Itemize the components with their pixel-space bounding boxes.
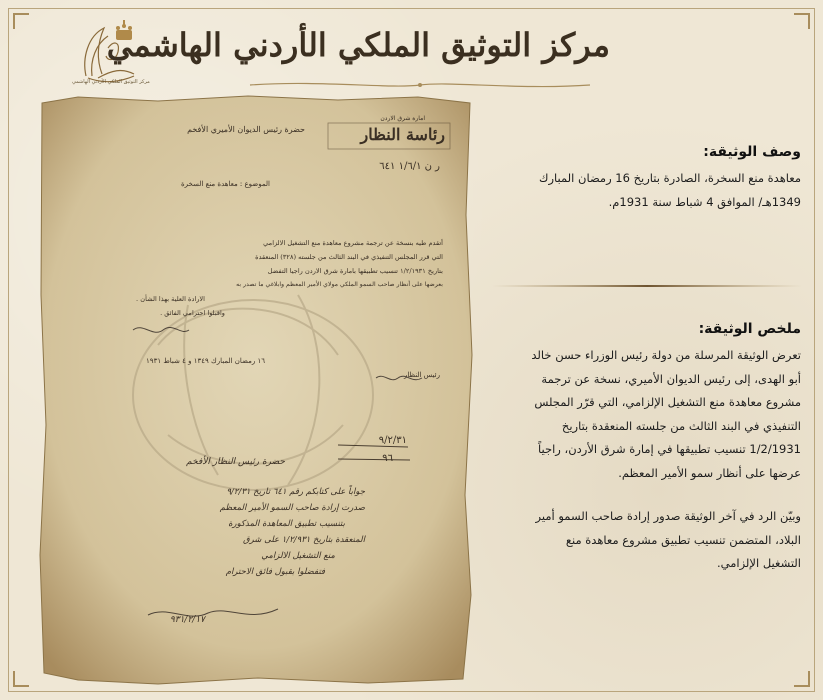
description-title: وصف الوثيقة:: [703, 144, 801, 160]
description-text: [485, 167, 801, 214]
document-date: ١٦ رمضان المبارك ١٣٤٩ و ٤ شباط ١٩٣١: [146, 357, 265, 365]
reply-line: فتفضلوا بقبول فائق الاحترام: [225, 567, 325, 577]
summary-line: البلاد، المتضمن تنسيب تطبيق مشروع معاهدة منع: [565, 532, 801, 547]
logo-caption: مركز التوثيق الملكي الأردني الهاشمي: [72, 79, 150, 85]
recipient-line: حضرة رئيس الديوان الأميري الأفخم: [187, 125, 305, 134]
reply-line: منع التشغيل الالزامي: [261, 551, 335, 561]
summary-paragraph-1: [485, 344, 801, 485]
summary-line: وبيّن الرد في آخر الوثيقة صدور إرادة صاحب السمو أمير: [535, 509, 801, 523]
summary-line: عرضها على أنظار سمو الأمير المعظم.: [618, 465, 801, 480]
summary-paragraph-2: [485, 505, 801, 576]
reference-number: ر ن ١/٦/١ ٦٤١: [379, 161, 440, 172]
title-ornament: [240, 80, 600, 90]
summary-line: 1/2/1931 تنسيب تطبيقها في إمارة شرق الأردن، راجياً: [538, 442, 801, 456]
body-line: واقبلوا احترامي الفائق .: [160, 309, 225, 317]
description-line: معاهدة منع السخرة، الصادرة بتاريخ 16 رمضان المبارك: [538, 171, 801, 185]
frame-corner: [794, 671, 810, 687]
body-line: أتقدم طيه بنسخة عن ترجمة مشروع معاهدة منع التشغيل الالزامي: [263, 239, 443, 247]
stamp-date: ٩/٢/٣١: [378, 435, 407, 446]
page-title: مركز التوثيق الملكي الأردني الهاشمي: [106, 26, 610, 64]
section-divider: [492, 283, 802, 289]
summary-line: مشروع معاهدة منع التشغيل الإلزامي، التي قرّر المجلس: [534, 395, 801, 409]
summary-line: أبو الهدى، إلى رئيس الديوان الأميري، نسخة عن ترجمة: [541, 371, 801, 386]
summary-line: التشغيل الإلزامي.: [716, 556, 801, 570]
letterhead-small: امارة شرق الاردن: [380, 115, 425, 122]
frame-corner: [794, 13, 810, 29]
body-line: بتاريخ ١/٢/١٩٣١ تنسيب تطبيقها بامارة شرق الاردن راجيا التفضل: [267, 267, 443, 275]
reply-line: صدرت إرادة صاحب السمو الأمير المعظم: [219, 503, 365, 513]
signature-title: رئيس النظار: [403, 371, 440, 379]
body-line: الارادة العلية بهذا الشأن .: [136, 295, 205, 303]
subject-line: الموضوع : معاهدة منع السخرة: [181, 180, 270, 188]
letterhead: رئاسة النظار: [360, 125, 445, 144]
reply-date: ٩٣١/٢/١٧: [169, 615, 205, 625]
reply-line: المنعقدة بتاريخ ١/٢/٩٣١ على شرق: [243, 535, 365, 545]
frame-corner: [13, 671, 29, 687]
reply-line: بتنسيب تطبيق المعاهدة المذكورة: [228, 519, 345, 529]
body-line: التي قرر المجلس التنفيذي في البند الثالث من جلسته (٣٢٨) المنعقدة: [255, 253, 443, 261]
historic-document-image: [38, 95, 475, 685]
summary-line: التنفيذي في البند الثالث من جلسته المنعقدة بتاريخ: [561, 418, 801, 433]
reply-heading: حضرة رئيس النظار الأفخم: [186, 457, 285, 467]
description-line: 1349هـ/ الموافق 4 شباط سنة 1931م.: [608, 194, 801, 209]
summary-title: ملخص الوثيقة:: [698, 321, 801, 337]
body-line: بعرضها على أنظار صاحب السمو الملكي مولاي الأمير المعظم وابلاغي ما تصدر به: [236, 281, 443, 288]
summary-line: تعرض الوثيقة المرسلة من دولة رئيس الوزراء حسن خالد: [531, 348, 801, 362]
reply-line: جواباً على كتابكم رقم ٦٤١ تاريخ ٩/٢/٣١: [226, 487, 365, 497]
frame-corner: [13, 13, 29, 29]
stamp-number: ٩٦: [382, 453, 393, 464]
